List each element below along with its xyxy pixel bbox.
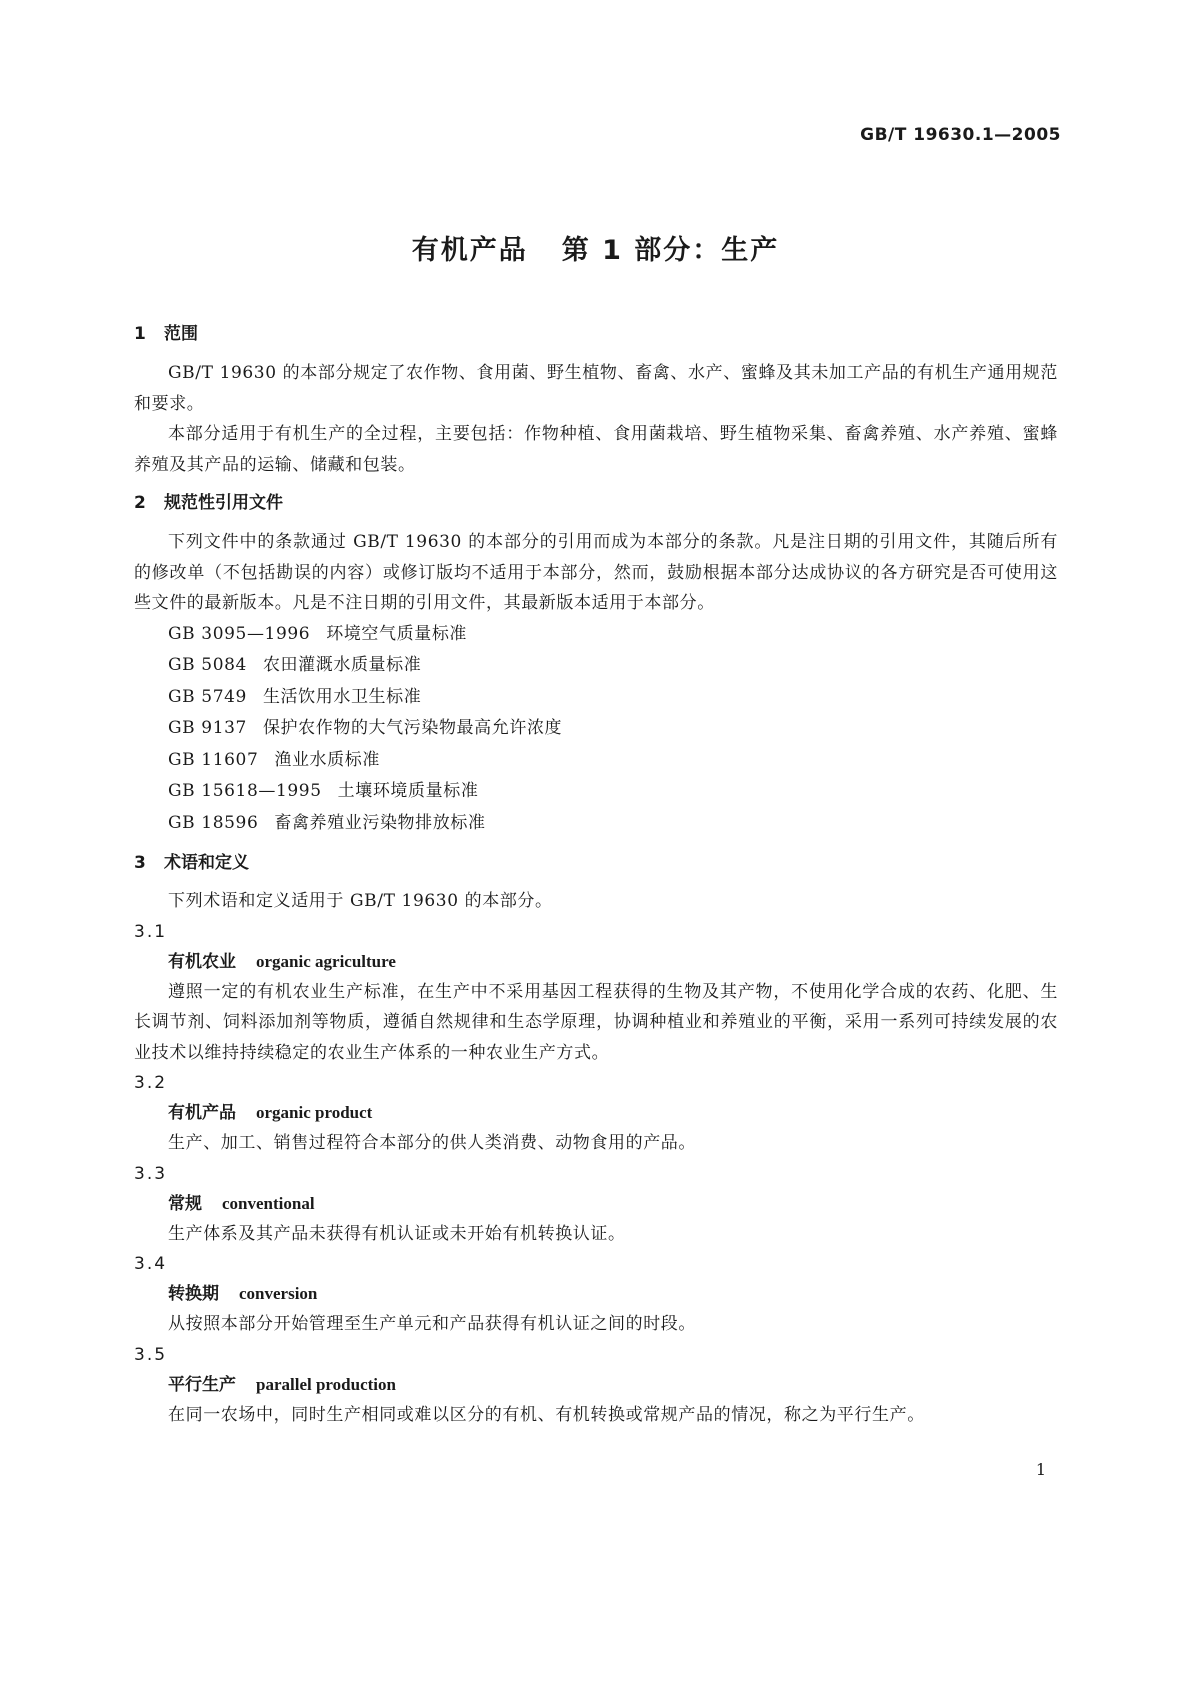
- clause-number: 3.4: [134, 1254, 168, 1274]
- term-en: conversion: [239, 1284, 318, 1303]
- reference-item: [134, 808, 1058, 840]
- term-heading: [134, 947, 1058, 977]
- title-part1: 有机产品: [411, 235, 528, 266]
- section-title: 术语和定义: [164, 853, 249, 873]
- term-definition: 遵照一定的有机农业生产标准，在生产中不采用基因工程获得的生物及其产物，不使用化学合成的农药、化肥、生长调节剂、饲料添加剂等物质，遵循自然规律和生态学原理，协调种植业和养殖业的平衡，采用一系列可持续发展的农业技术以维持持续稳定的农业生产体系的一种农业生产方式。: [134, 981, 1058, 1063]
- normative-refs-intro: 下列文件中的条款通过 GB/T 19630 的本部分的引用而成为本部分的条款。凡是注日期的引用文件，其随后所有的修改单（不包括勘误的内容）或修订版均不适用于本部分，然而，鼓励根据本部分达成协议的各方研究是否可使用这些文件的最新版本。凡是不注日期的引用文件，其最新版本适用于本部分。: [134, 532, 1058, 613]
- reference-title: 土壤环境质量标准: [337, 781, 479, 801]
- document-body: [134, 322, 1058, 1430]
- term-heading: [134, 1370, 1058, 1400]
- reference-item: [134, 650, 1058, 682]
- reference-title: 保护农作物的大气污染物最高允许浓度: [262, 718, 563, 738]
- section-number: 1: [134, 324, 146, 344]
- term-heading: [134, 1279, 1058, 1309]
- term-zh: 有机农业: [168, 951, 236, 972]
- term-en: conventional: [222, 1193, 315, 1213]
- term-heading: [134, 1098, 1058, 1128]
- section-title: 规范性引用文件: [164, 493, 283, 513]
- term-definition: 从按照本部分开始管理至生产单元和产品获得有机认证之间的时段。: [168, 1314, 696, 1334]
- reference-code: GB 11607: [168, 749, 259, 770]
- clause-number: 3.1: [134, 921, 168, 942]
- term-en: organic product: [256, 1103, 373, 1122]
- term-en: organic agriculture: [256, 951, 396, 971]
- reference-code: GB 9137: [168, 718, 247, 738]
- term-zh: 有机产品: [168, 1103, 236, 1123]
- reference-item: [134, 619, 1058, 651]
- term-en: parallel production: [256, 1374, 396, 1394]
- section-heading-scope: [134, 322, 1058, 347]
- reference-code: GB 18596: [168, 812, 259, 833]
- section-title: 范围: [164, 324, 198, 344]
- section-heading-terms: [134, 851, 1058, 876]
- term-zh: 转换期: [168, 1284, 219, 1304]
- clause-number: 3.5: [134, 1344, 168, 1365]
- section-number: 3: [134, 853, 146, 873]
- document-title: [0, 228, 1191, 267]
- reference-title: 生活饮用水卫生标准: [262, 686, 422, 707]
- term-definition: 生产、加工、销售过程符合本部分的供人类消费、动物食用的产品。: [168, 1133, 696, 1153]
- reference-item: [134, 713, 1058, 745]
- scope-paragraph-2: 本部分适用于有机生产的全过程，主要包括：作物种植、食用菌栽培、野生植物采集、畜禽养殖、水产养殖、蜜蜂养殖及其产品的运输、储藏和包装。: [134, 424, 1058, 475]
- section-heading-normative-references: [134, 491, 1058, 516]
- clause-number: 3.3: [134, 1163, 168, 1184]
- reference-title: 畜禽养殖业污染物排放标准: [274, 812, 486, 833]
- scope-paragraph-1: GB/T 19630 的本部分规定了农作物、食用菌、野生植物、畜禽、水产、蜜蜂及其未加工产品的有机生产通用规范和要求。: [134, 363, 1058, 414]
- reference-title: 渔业水质标准: [274, 749, 380, 770]
- term-heading: [134, 1189, 1058, 1219]
- reference-item: [134, 682, 1058, 714]
- term-zh: 常规: [168, 1193, 202, 1214]
- term-zh: 平行生产: [168, 1374, 236, 1395]
- reference-code: GB 5749: [168, 686, 247, 707]
- page-number: 1: [1035, 1460, 1046, 1479]
- reference-item: [134, 776, 1058, 808]
- clause-number: 3.2: [134, 1073, 168, 1093]
- reference-item: [134, 745, 1058, 777]
- reference-title: 环境空气质量标准: [326, 623, 468, 644]
- title-part2: 第 1 部分：生产: [561, 235, 780, 266]
- reference-code: GB 5084: [168, 655, 247, 675]
- term-definition: 生产体系及其产品未获得有机认证或未开始有机转换认证。: [168, 1223, 626, 1244]
- term-definition: 在同一农场中，同时生产相同或难以区分的有机、有机转换或常规产品的情况，称之为平行生产。: [168, 1404, 925, 1425]
- reference-code: GB 15618—1995: [168, 781, 322, 801]
- reference-title: 农田灌溉水质量标准: [262, 655, 422, 675]
- standard-code: GB/T 19630.1—2005: [860, 125, 1061, 145]
- section-number: 2: [134, 493, 146, 513]
- reference-code: GB 3095—1996: [168, 623, 311, 644]
- terms-intro: 下列术语和定义适用于 GB/T 19630 的本部分。: [168, 891, 553, 911]
